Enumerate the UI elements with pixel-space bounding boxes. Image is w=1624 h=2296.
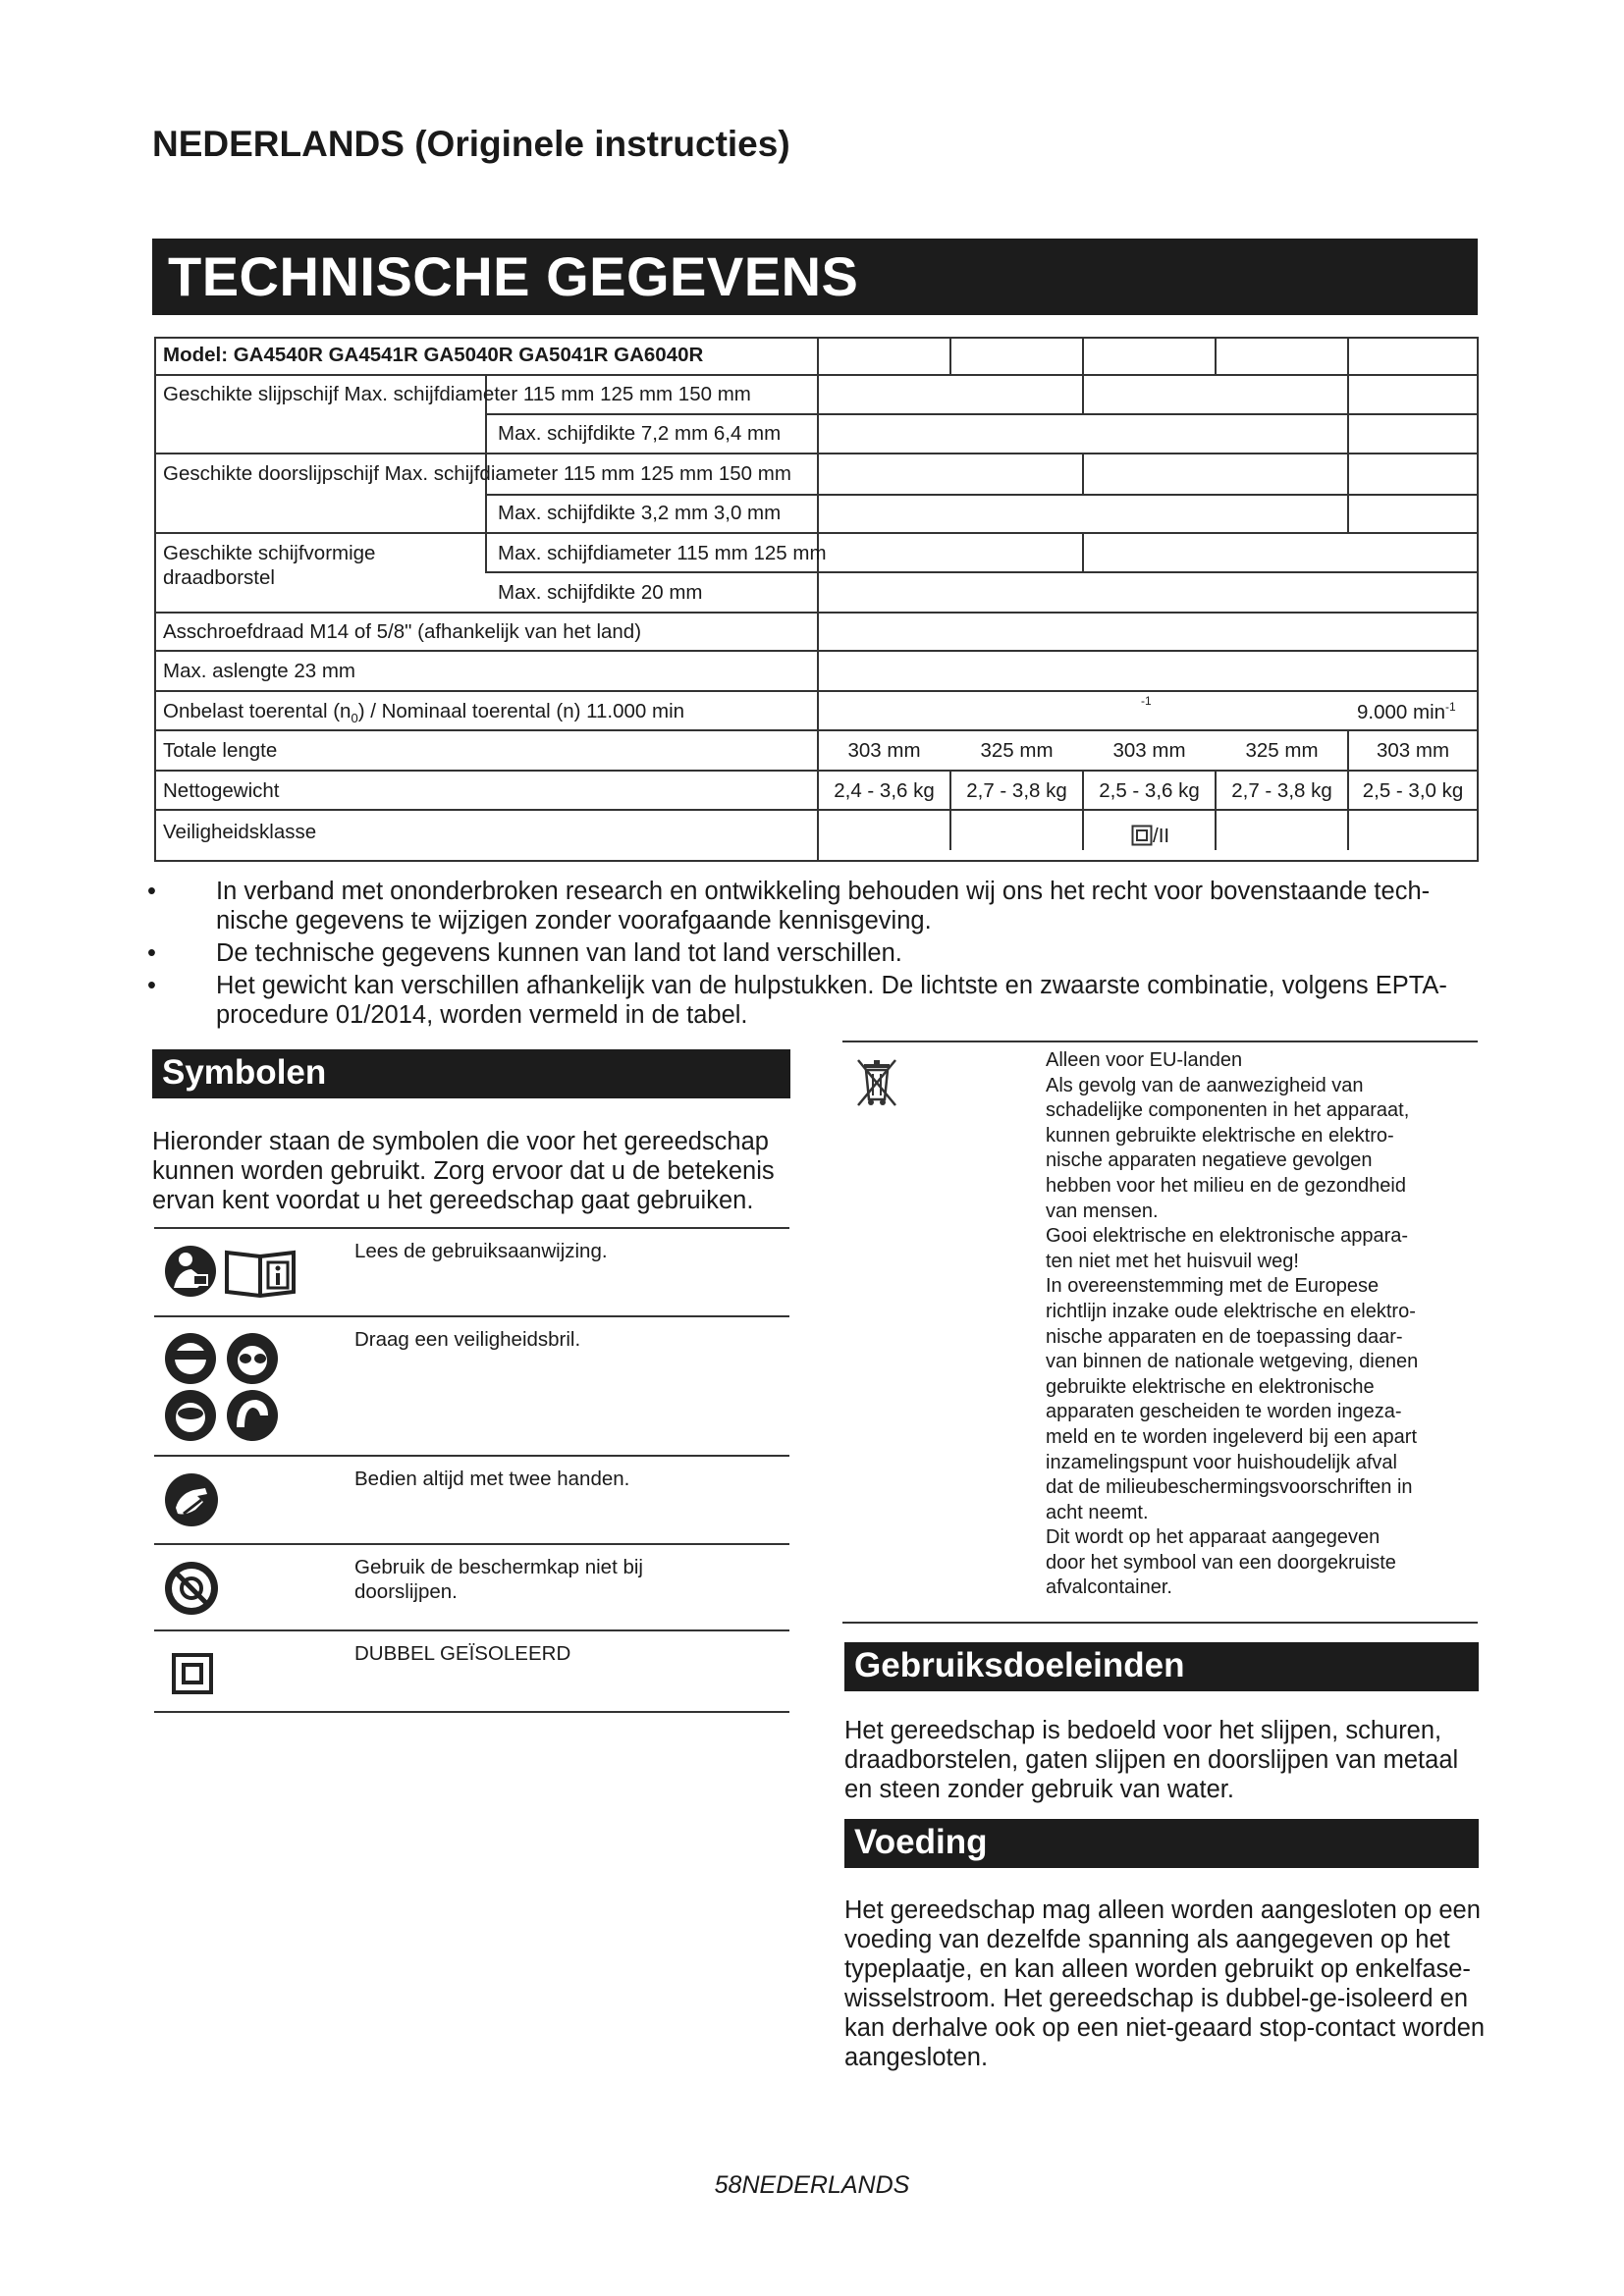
power-supply-text: Het gereedschap mag alleen worden aangesloten op een voeding van dezelfde spanning als aangegeven op het typeplaatje, en kan alleen worden gebruikt op enkelfase-wisselstroom. Het gereedschap is dubbel-ge-isoleerd en kan derhalve ook op een niet-geaard stop-contact worden aangesloten. [844, 1896, 1486, 2071]
spec-notes [147, 877, 1483, 1033]
wire-brush-diameter: Max. schijfdiameter 115 mm 125 mm [498, 542, 827, 564]
safety-glasses-icon [162, 1331, 286, 1445]
speed-value-last: 9.000 $\min^{-1}$ [1357, 700, 1456, 723]
note-item: • In verband met ononderbroken research en ontwikkeling behouden wij ons het recht voor bovenstaande tech-nische gegevens te wijzigen zonder voorafgaande kennisgeving. [147, 878, 1431, 934]
symbols-heading: Symbolen [152, 1049, 790, 1098]
language-title: NEDERLANDS (Originele instructies) [152, 124, 790, 164]
wire-brush-thickness: Max. schijfdikte 20 mm [498, 581, 703, 604]
weight-value: 2,5 - 3,6 kg [1099, 779, 1200, 802]
no-guard-cutting-icon [162, 1559, 221, 1618]
two-hands-icon [162, 1470, 221, 1529]
symbol-description: Bedien altijd met twee handen. [354, 1468, 630, 1490]
intended-use-text: Het gereedschap is bedoeld voor het slijpen, schuren, draadborstelen, gaten slijpen en doorslijpen van metaal en steen zonder gebruik van water. [844, 1717, 1459, 1803]
symbols-intro: Hieronder staan de symbolen die voor het gereedschap kunnen worden gebruikt. Zorg ervoor dat u de betekenis ervan kent voordat u het gereedschap gaat gebruiken. [152, 1128, 775, 1214]
model-label: Model: GA4540R GA4541R GA5040R GA5041R GA6040R [163, 344, 704, 366]
length-value: 303 mm [1112, 739, 1186, 762]
symbol-row [154, 1629, 789, 1713]
symbol-row [154, 1543, 789, 1629]
cutoff-wheel-thickness: Max. schijfdikte 3,2 mm 3,0 mm [498, 502, 782, 524]
cutoff-wheel-label: Geschikte doorslijpschijf Max. schijfdiameter 115 mm 125 mm 150 mm [163, 462, 791, 485]
note-item: • De technische gegevens kunnen van land tot land verschillen. [147, 939, 902, 967]
spec-table [154, 337, 1479, 862]
technical-data-heading: TECHNISCHE GEGEVENS [152, 239, 1478, 315]
safety-class-label: Veiligheidsklasse [163, 821, 317, 843]
eu-notice-text: Alleen voor EU-landen Als gevolg van de aanwezigheid van schadelijke componenten in het apparaat, kunnen gebruikte elektrische en elektro- nische apparaten negatieve gevolgen hebben voor het milieu en de gezondheid van mensen. Gooi elektrische en elektronische appara- ten niet met het huisvuil weg! In overeenstemming met de Europese richtlijn inzake oude elektrische en elektro- nische apparaten en de toepassing daar- van binnen de nationale wetgeving, dienen gebruikte elektrische en elektronische apparaten gescheiden te worden ingeza- meld en te worden ingeleverd bij een apart inzamelingspunt voor huishoudelijk afval dat de milieubeschermingsvoorschriften in acht neemt. Dit wordt op het apparaat aangegeven door het symbool van een doorgekruiste afvalcontainer. [1046, 1049, 1419, 1599]
length-value: 303 mm [847, 739, 921, 762]
symbol-description: Gebruik de beschermkap niet bij doorslijpen. [354, 1556, 643, 1603]
speed-label: Onbelast toerental $(n_0)$ / Nominaal toerental (n) 11.000 min [163, 700, 685, 726]
wire-brush-label-2: draadborstel [163, 566, 275, 589]
weight-value: 2,4 - 3,6 kg [834, 779, 935, 802]
weight-label: Nettogewicht [163, 779, 280, 802]
symbol-description: DUBBEL GEÏSOLEERD [354, 1642, 571, 1665]
power-supply-heading: Voeding [844, 1819, 1479, 1868]
max-spindle-length: Max. aslengte 23 mm [163, 660, 355, 682]
wire-brush-label: Geschikte schijfvormige [163, 542, 376, 564]
spindle-thread: Asschroefdraad M14 of 5/8" (afhankelijk van het land) [163, 620, 642, 643]
length-value: 325 mm [980, 739, 1054, 762]
double-insulated-icon [172, 1653, 213, 1694]
page-footer: 58NEDERLANDS [714, 2171, 910, 2199]
length-label: Totale lengte [163, 739, 278, 762]
intended-use-heading: Gebruiksdoeleinden [844, 1642, 1479, 1691]
grinding-wheel-thickness: Max. schijfdikte 7,2 mm 6,4 mm [498, 422, 782, 445]
speed-exponent: -1 [1141, 694, 1152, 708]
symbol-row [154, 1315, 789, 1455]
divider [842, 1041, 1478, 1042]
grinding-wheel-label: Geschikte slijpschijf Max. schijfdiameter 115 mm 125 mm 150 mm [163, 383, 751, 405]
double-insulated-icon [1131, 825, 1153, 846]
weight-value: 2,5 - 3,0 kg [1362, 779, 1464, 802]
symbol-row [154, 1227, 789, 1315]
safety-class-value: /II [1131, 825, 1169, 848]
symbol-description: Draag een veiligheidsbril. [354, 1328, 581, 1351]
read-manual-icon [162, 1243, 299, 1300]
symbol-row [154, 1455, 789, 1543]
weight-value: 2,7 - 3,8 kg [966, 779, 1067, 802]
symbol-description: Lees de gebruiksaanwijzing. [354, 1240, 608, 1262]
crossed-bin-icon [852, 1054, 901, 1116]
length-value: 303 mm [1376, 739, 1450, 762]
divider [842, 1622, 1478, 1624]
length-value: 325 mm [1245, 739, 1319, 762]
note-item: • Het gewicht kan verschillen afhankelijk van de hulpstukken. De lichtste en zwaarste combinatie, volgens EPTA-procedure 01/2014, worden vermeld in de tabel. [147, 972, 1447, 1029]
weight-value: 2,7 - 3,8 kg [1231, 779, 1332, 802]
